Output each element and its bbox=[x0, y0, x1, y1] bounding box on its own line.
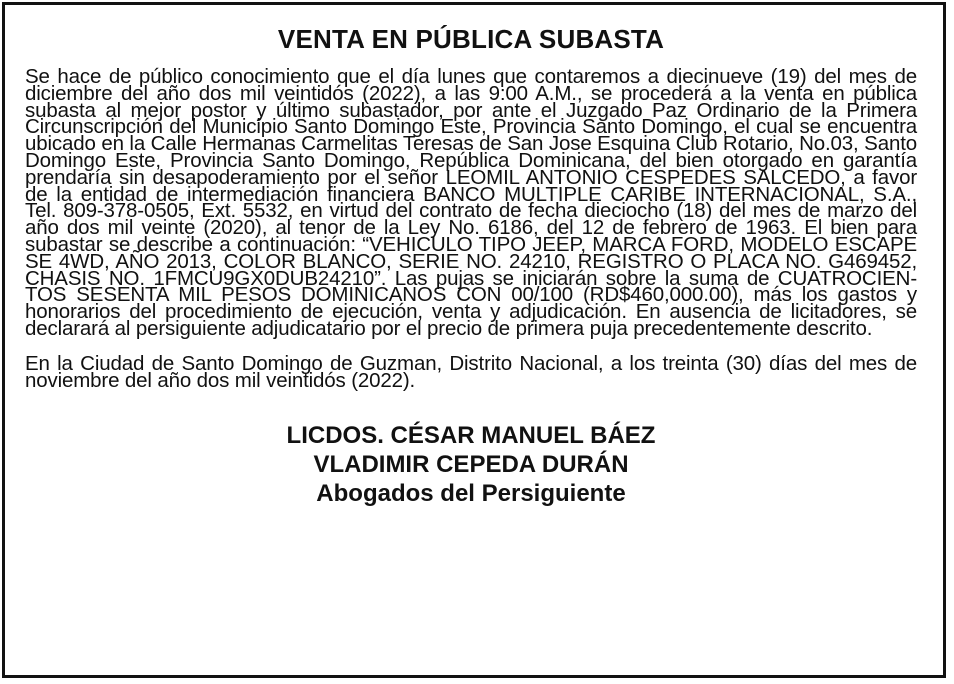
notice-title: VENTA EN PÚBLICA SUBASTA bbox=[277, 24, 665, 54]
notice-date-paragraph: En la Ciudad de Santo Domingo de Guzman, Distrito Nacional, a los treinta (30) días del mes de noviembre del año dos mil veintidós (2022). bbox=[25, 351, 917, 392]
signature-line-role: Abogados del Persiguiente bbox=[316, 480, 626, 508]
signature-line-lawyer-1: LICDOS. CÉSAR MANUEL BÁEZ bbox=[286, 422, 656, 450]
legal-notice-box bbox=[2, 2, 946, 678]
signature-line-lawyer-2: VLADIMIR CEPEDA DURÁN bbox=[313, 451, 629, 479]
signature-block bbox=[25, 421, 917, 508]
notice-body-paragraph: Se hace de público conocimiento que el día lunes que contaremos a diecinueve (19) del mes de diciembre del año dos mil veintidós (2022), a las 9:00 A.M., se procederá a la venta en pública subasta al mejor postor y último subastador, por ante el Juzgado Paz Ordinario de la Primera Circunscripción del Municipio Santo Domingo Este, Provincia Santo Domingo, el cual se encuentra ubicado en la Calle Hermanas Carmelitas Teresas de San Jose Esquina Club Rotario, No.03, Santo Domingo Este, Provincia Santo Domingo, República Dominicana, del bien otorgado en garantía prendaría sin desapoderamiento por el señor LEOMIL ANTONIO CESPEDES SALCEDO, a favor de la entidad de intermediación financiera BANCO MULTIPLE CARIBE INTERNACIONAL, S.A., Tel. 809-378-0505, Ext. 5532, en virtud del contrato de fecha dieciocho (18) del mes de marzo del año dos mil veinte (2020), al tenor de la Ley No. 6186, del 12 de febrero de 1963. El bien para subastar se describe a continuación: “VEHICULO TIPO JEEP, MARCA FORD, MODELO ESCAPE SE 4WD, AÑO 2013, COLOR BLANCO, SERIE NO. 24210, REGISTRO O PLACA NO. G469452, CHASIS NO. 1FMCU9GX0DUB24210”. Las pujas se iniciarán sobre la suma de CUATROCIEN-TOS SESENTA MIL PESOS DOMINICANOS CON 00/100 (RD$460,000.00), más los gastos y honorarios del procedimiento de ejecución, venta y adjudicación. En ausencia de licitadores, se declarará al persiguiente adjudicatario por el precio de primera puja precedentemente descrito. bbox=[25, 65, 917, 340]
